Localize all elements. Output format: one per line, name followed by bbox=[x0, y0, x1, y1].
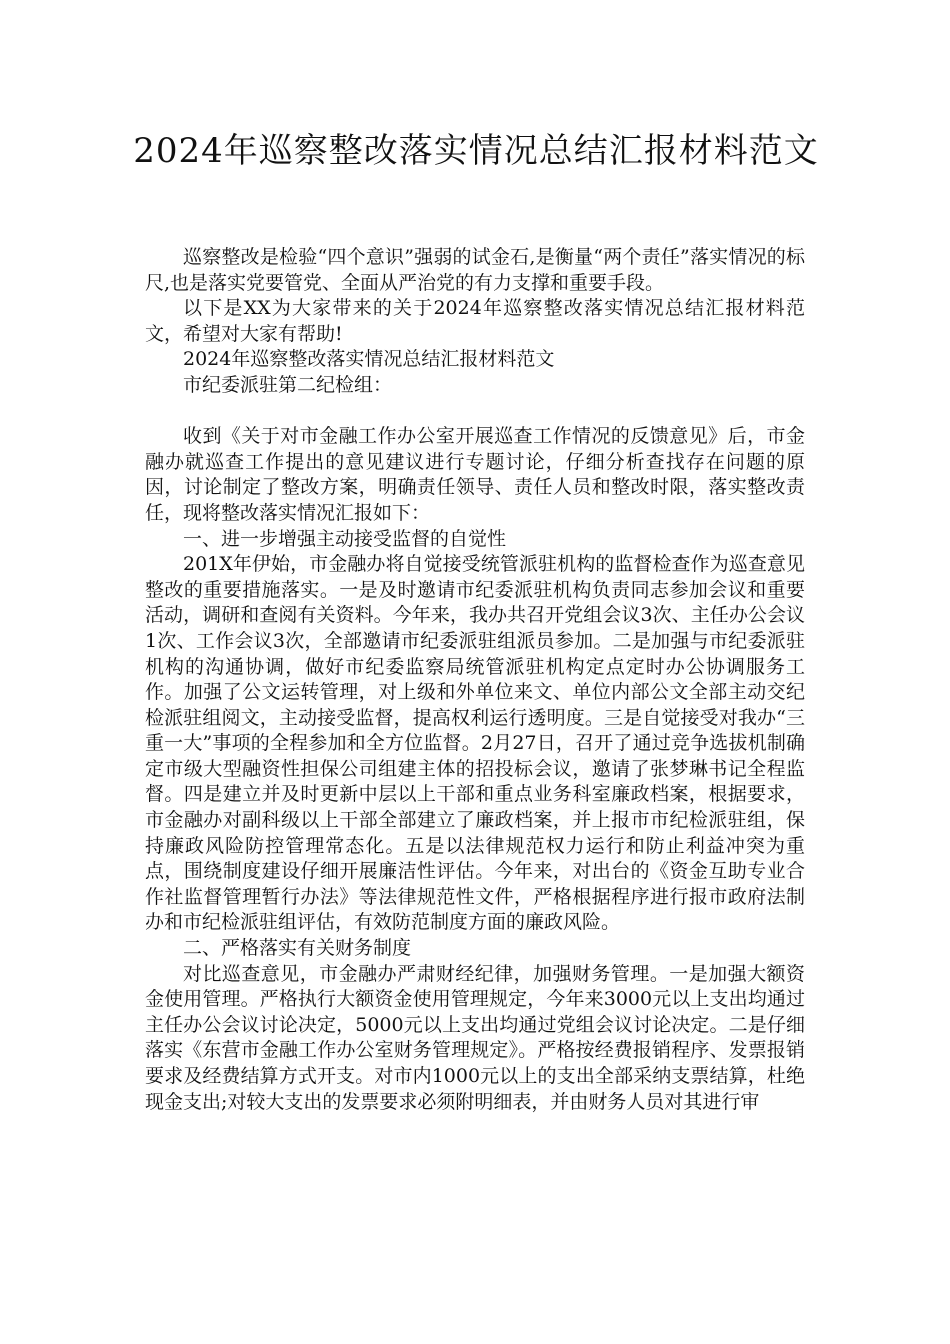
document-title: 2024年巡察整改落实情况总结汇报材料范文 bbox=[133, 131, 819, 171]
paragraph-preface: 以下是XX为大家带来的关于2024年巡察整改落实情况总结汇报材料范文，希望对大家有帮助! bbox=[145, 297, 805, 345]
document-body bbox=[145, 245, 805, 1115]
paragraph-addressee: 市纪委派驻第二纪检组： bbox=[183, 373, 393, 396]
section-heading-1: 一、进一步增强主动接受监督的自觉性 bbox=[183, 527, 507, 550]
paragraph-section-2: 对比巡查意见，市金融办严肃财经纪律，加强财务管理。一是加强大额资金使用管理。严格执行大额资金使用管理规定，今年来3000元以上支出均通过主任办公会议讨论决定，5000元以上支出均通过党组会议讨论决定。二是仔细落实《东营市金融工作办公室财务管理规定》。严格按经费报销程序、发票报销要求及经费结算方式开支。对市内1000元以上的支出全部采纳支票结算，杜绝现金支出;对较大支出的发票要求必须附明细表，并由财务人员对其进行审 bbox=[145, 962, 805, 1113]
paragraph-section-1: 201X年伊始，市金融办将自觉接受统管派驻机构的监督检查作为巡查意见整改的重要措施落实。一是及时邀请市纪委派驻机构负责同志参加会议和重要活动，调研和查阅有关资料。今年来，我办共召开党组会议3次、主任办公会议1次、工作会议3次，全部邀请市纪委派驻组派员参加。二是加强与市纪委派驻机构的沟通协调，做好市纪委监察局统管派驻机构定点定时办公协调服务工作。加强了公文运转管理，对上级和外单位来文、单位内部公文全部主动交纪检派驻组阅文，主动接受监督，提高权利运行透明度。三是自觉接受对我办“三重一大”事项的全程参加和全方位监督。2月27日，召开了通过竞争选拔机制确定市级大型融资性担保公司组建主体的招投标会议，邀请了张梦琳书记全程监督。四是建立并及时更新中层以上干部和重点业务科室廉政档案，根据要求，市金融办对副科级以上干部全部建立了廉政档案，并上报市市纪检派驻组，保持廉政风险防控管理常态化。五是以法律规范权力运行和防止利益冲突为重点，围绕制度建设仔细开展廉洁性评估。今年来，对出台的《资金互助专业合作社监督管理暂行办法》等法律规范性文件，严格根据程序进行报市政府法制办和市纪检派驻组评估，有效防范制度方面的廉政风险。 bbox=[145, 553, 805, 934]
blank-line bbox=[145, 399, 805, 425]
paragraph-opening: 收到《关于对市金融工作办公室开展巡查工作情况的反馈意见》后，市金融办就巡查工作提出的意见建议进行专题讨论，仔细分析查找存在问题的原因，讨论制定了整改方案，明确责任领导、责任人员和整改时限，落实整改责任，现将整改落实情况汇报如下： bbox=[145, 425, 805, 524]
paragraph-subtitle: 2024年巡察整改落实情况总结汇报材料范文 bbox=[183, 348, 555, 371]
section-heading-2: 二、严格落实有关财务制度 bbox=[183, 937, 412, 960]
paragraph-intro: 巡察整改是检验“四个意识”强弱的试金石,是衡量“两个责任”落实情况的标尺,也是落实党要管党、全面从严治党的有力支撑和重要手段。 bbox=[145, 246, 805, 294]
